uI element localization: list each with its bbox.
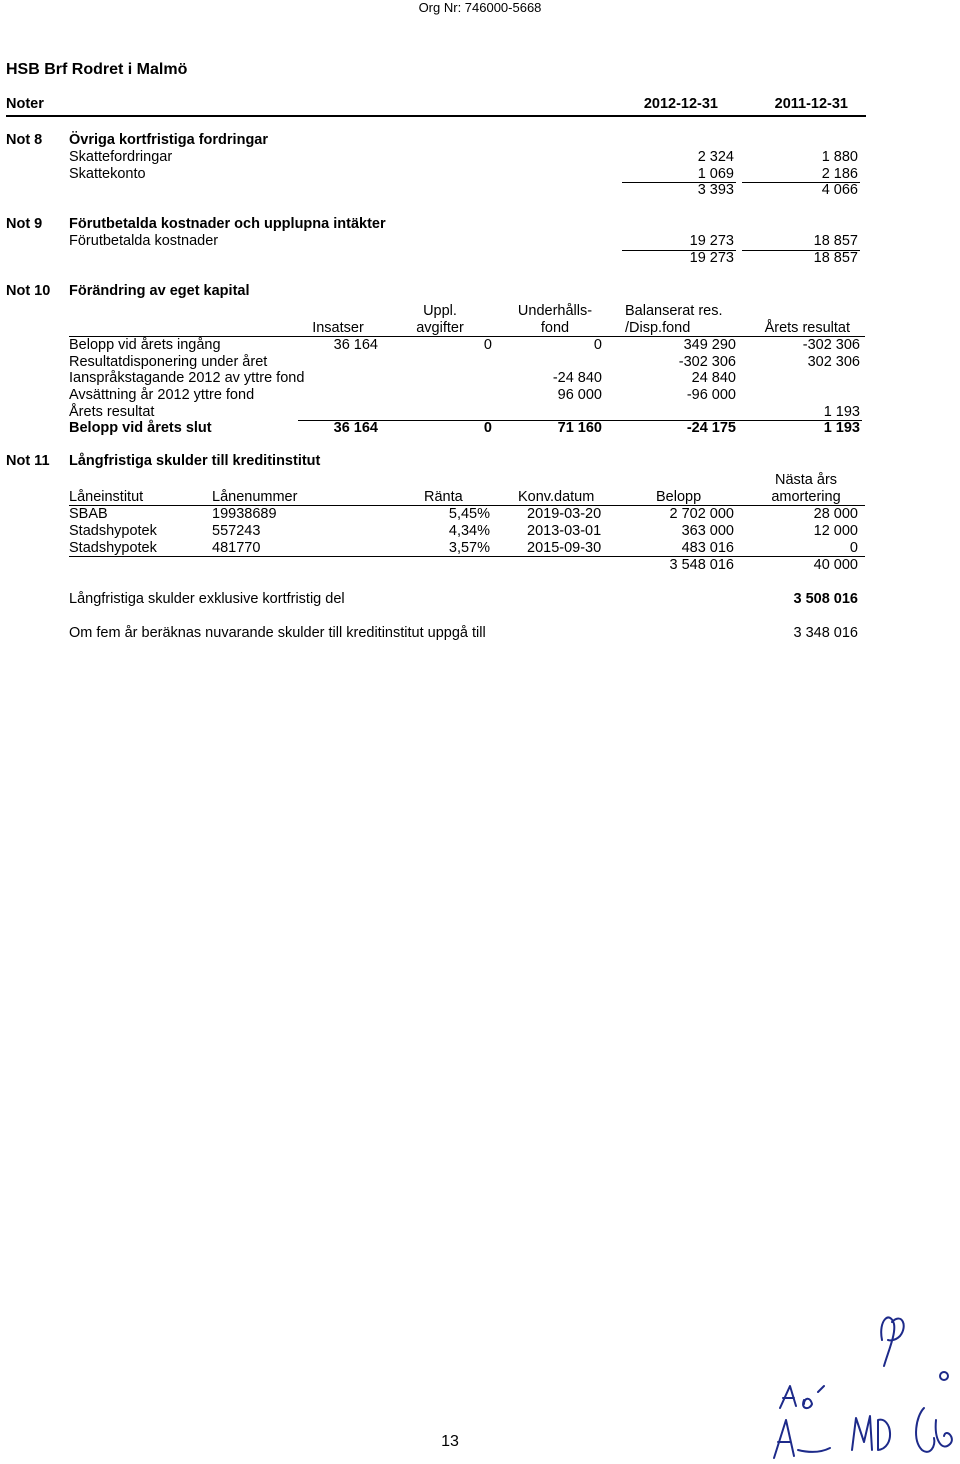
not8-row-value-2011: 1 880 — [821, 149, 858, 165]
not8-row-value-2012: 2 324 — [697, 149, 734, 165]
not10-total-uppl: 0 — [483, 420, 492, 436]
col-header-avgifter: avgifter — [416, 320, 464, 336]
not10-row-label: Belopp vid årets ingång — [69, 337, 221, 353]
page-number: 13 — [441, 1433, 459, 1450]
not10-cell-insatser: 36 164 — [333, 337, 378, 353]
not10-cell-underh: -24 840 — [552, 370, 602, 386]
five-year-label: Om fem år beräknas nuvarande skulder till kreditinstitut uppgå till — [69, 625, 486, 641]
col-header-belopp: Belopp — [656, 489, 702, 505]
five-year-value: 3 348 016 — [793, 625, 858, 641]
loan-rate: 5,45% — [448, 506, 490, 522]
col-header-nasta-ars: Nästa års — [774, 472, 838, 488]
loan-number: 19938689 — [212, 506, 277, 522]
not11-title: Långfristiga skulder till kreditinstitut — [69, 453, 321, 469]
not10-title: Förändring av eget kapital — [69, 283, 250, 299]
col-header-fond: fond — [540, 320, 570, 336]
loan-konv-date: 2015-09-30 — [527, 540, 602, 556]
col-header-konv-datum: Konv.datum — [518, 489, 595, 505]
col-header-amortering: amortering — [771, 489, 841, 505]
col-header-uppl: Uppl. — [423, 303, 457, 319]
loan-rate: 3,57% — [448, 540, 490, 556]
not8-row-label: Skattekonto — [69, 166, 146, 182]
not8-total-2012: 3 393 — [697, 182, 734, 198]
not8-total-2011: 4 066 — [821, 182, 858, 198]
not10-row-label: Resultatdisponering under året — [69, 354, 268, 370]
company-name: HSB Brf Rodret i Malmö — [6, 61, 188, 78]
col-header-arets-resultat: Årets resultat — [764, 320, 850, 336]
not10-total-underh: 71 160 — [557, 420, 602, 436]
col-header-balanserat: Balanserat res. — [625, 303, 723, 319]
not11-label: Not 11 — [6, 453, 50, 469]
not10-row-label: Ianspråkstagande 2012 av yttre fond — [69, 370, 305, 386]
loan-amortization: 28 000 — [813, 506, 858, 522]
not10-cell-underh: 0 — [593, 337, 602, 353]
not8-title: Övriga kortfristiga fordringar — [69, 132, 269, 148]
loan-total-amortization: 40 000 — [813, 557, 858, 573]
handwritten-initials — [760, 1300, 960, 1464]
col-header-insatser: Insatser — [312, 320, 364, 336]
not10-row-label: Avsättning år 2012 yttre fond — [69, 387, 255, 403]
not9-title: Förutbetalda kostnader och upplupna intäkter — [69, 216, 386, 232]
not10-cell-uppl: 0 — [483, 337, 492, 353]
not9-total-2012: 19 273 — [689, 250, 734, 266]
not10-total-insatser: 36 164 — [333, 420, 378, 436]
not8-label: Not 8 — [6, 132, 43, 148]
not10-row-label: Årets resultat — [69, 404, 155, 420]
loan-rate: 4,34% — [448, 523, 490, 539]
not10-cell-underh: 96 000 — [557, 387, 602, 403]
not9-row-value-2012: 19 273 — [689, 233, 734, 249]
loan-institut: Stadshypotek — [69, 540, 157, 556]
not10-cell-arets: -302 306 — [802, 337, 860, 353]
loan-konv-date: 2013-03-01 — [527, 523, 602, 539]
col-header-lanenummer: Lånenummer — [212, 489, 298, 505]
col-header-ranta: Ränta — [424, 489, 463, 505]
not10-total-arets: 1 193 — [823, 420, 860, 436]
loan-total-amount: 3 548 016 — [669, 557, 734, 573]
not8-row-value-2012: 1 069 — [697, 166, 734, 182]
header-divider — [6, 115, 866, 117]
not11-sum-line — [69, 556, 865, 557]
loan-konv-date: 2019-03-20 — [527, 506, 602, 522]
col-header-disp-fond: /Disp.fond — [625, 320, 691, 336]
noter-heading: Noter — [6, 96, 44, 112]
not10-cell-balanserat: -96 000 — [686, 387, 736, 403]
loan-institut: Stadshypotek — [69, 523, 157, 539]
loan-amortization: 12 000 — [813, 523, 858, 539]
not10-cell-balanserat: 349 290 — [683, 337, 736, 353]
not10-total-balanserat: -24 175 — [686, 420, 736, 436]
loan-number: 557243 — [212, 523, 261, 539]
not10-cell-balanserat: 24 840 — [691, 370, 736, 386]
loan-amortization: 0 — [849, 540, 858, 556]
loan-number: 481770 — [212, 540, 261, 556]
not9-row-label: Förutbetalda kostnader — [69, 233, 219, 249]
year-2012-header: 2012-12-31 — [643, 96, 718, 112]
loan-amount: 483 016 — [681, 540, 734, 556]
excl-short-term-value: 3 508 016 — [793, 591, 858, 607]
not10-label: Not 10 — [6, 283, 51, 299]
loan-amount: 2 702 000 — [669, 506, 734, 522]
col-header-underhall: Underhålls- — [517, 303, 593, 319]
loan-amount: 363 000 — [681, 523, 734, 539]
not8-row-value-2011: 2 186 — [821, 166, 858, 182]
not8-row-label: Skattefordringar — [69, 149, 173, 165]
not10-cell-arets: 302 306 — [807, 354, 860, 370]
excl-short-term-label: Långfristiga skulder exklusive kortfristig del — [69, 591, 345, 607]
not10-cell-balanserat: -302 306 — [678, 354, 736, 370]
col-header-laneinstitut: Låneinstitut — [69, 489, 144, 505]
not9-label: Not 9 — [6, 216, 43, 232]
not9-row-value-2011: 18 857 — [813, 233, 858, 249]
not10-total-label: Belopp vid årets slut — [69, 420, 212, 436]
org-number: Org Nr: 746000-5668 — [418, 0, 542, 15]
loan-institut: SBAB — [69, 506, 108, 522]
not10-cell-arets: 1 193 — [823, 404, 860, 420]
year-2011-header: 2011-12-31 — [774, 96, 848, 112]
not9-total-2011: 18 857 — [813, 250, 858, 266]
